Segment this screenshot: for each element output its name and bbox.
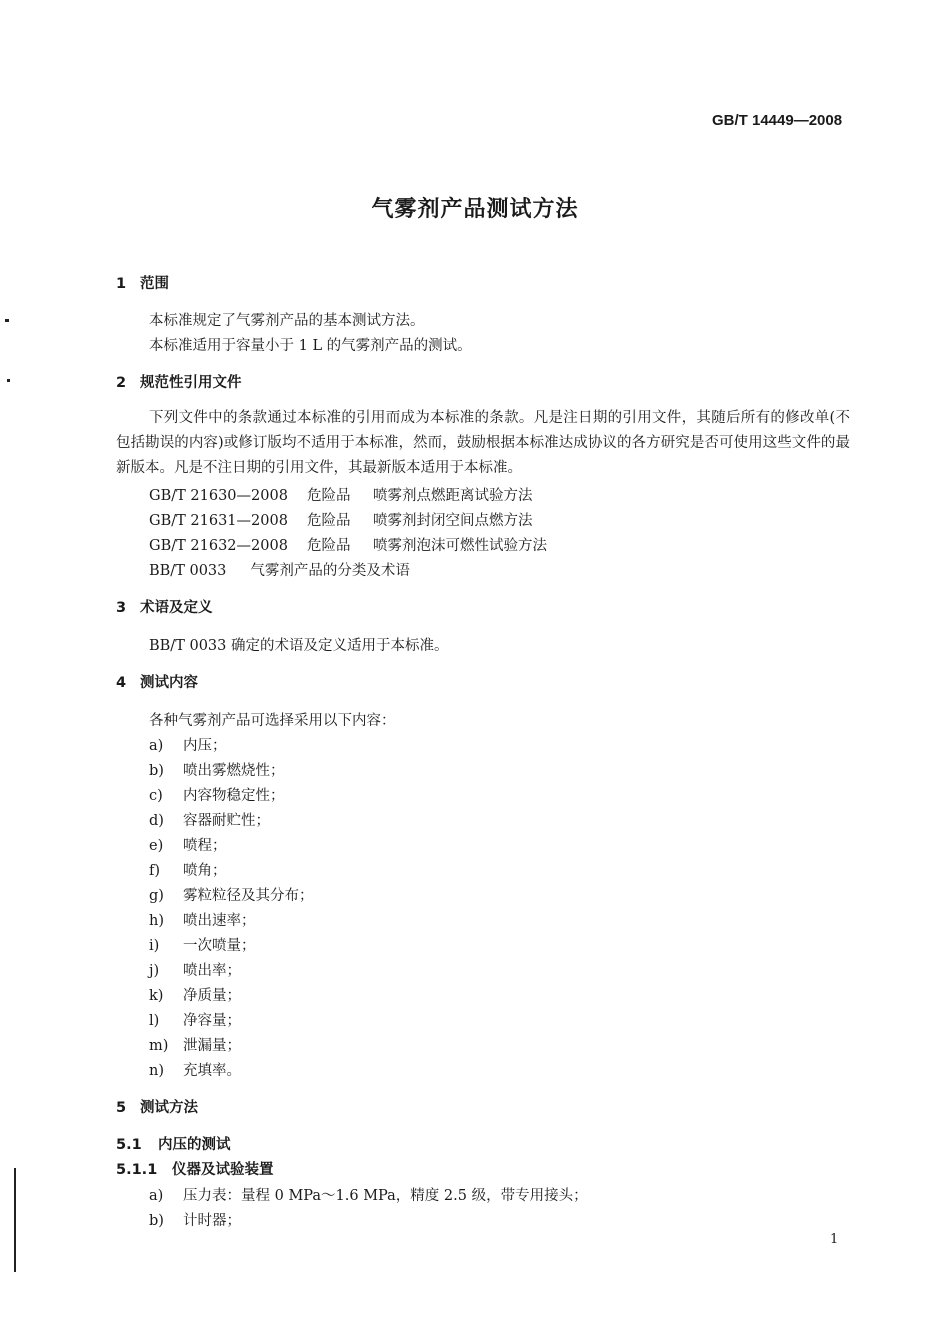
reference-title: 气雾剂产品的分类及术语	[250, 563, 410, 579]
list-item: l) 净容量；	[149, 1013, 241, 1029]
scan-line	[14, 1168, 16, 1272]
list-item: d) 容器耐贮性；	[149, 813, 270, 829]
section-title: 测试内容	[140, 675, 198, 691]
section-number: 1	[116, 276, 127, 292]
list-item: e) 喷程；	[149, 838, 227, 854]
section-3-heading	[116, 596, 213, 617]
section-number: 2	[116, 375, 127, 391]
reference-line	[149, 559, 410, 580]
section-2-heading	[116, 371, 242, 392]
list-item: k) 净质量；	[149, 988, 241, 1004]
section-number: 3	[116, 600, 127, 616]
standard-code: GB/T 14449—2008	[712, 112, 843, 129]
list-item: j) 喷出率；	[149, 963, 241, 979]
section-3-line: BB/T 0033 确定的术语及定义适用于本标准。	[149, 638, 449, 654]
list-item: a) 内压；	[149, 738, 227, 754]
section-5-heading	[116, 1096, 198, 1117]
section-number: 5	[116, 1100, 127, 1116]
section-number: 5.1.1	[116, 1162, 158, 1178]
list-item: h) 喷出速率；	[149, 913, 256, 929]
reference-code: BB/T 0033	[149, 563, 227, 579]
reference-title: 喷雾剂点燃距离试验方法	[373, 488, 533, 504]
scan-mark	[7, 379, 10, 382]
reference-category: 危险品	[307, 538, 351, 554]
list-item: f) 喷角；	[149, 863, 227, 879]
reference-title: 喷雾剂泡沫可燃性试验方法	[373, 538, 547, 554]
subsection-5-1-heading	[116, 1133, 231, 1154]
list-item: a) 压力表：量程 0 MPa～1.6 MPa，精度 2.5 级，带专用接头；	[149, 1188, 588, 1204]
list-item: m) 泄漏量；	[149, 1038, 241, 1054]
list-item: c) 内容物稳定性；	[149, 788, 285, 804]
section-title: 测试方法	[140, 1100, 198, 1116]
subsection-5-1-1-heading	[116, 1158, 274, 1179]
reference-category: 危险品	[307, 488, 351, 504]
section-number: 4	[116, 675, 127, 691]
list-item: b) 喷出雾燃烧性；	[149, 763, 285, 779]
document-title: 气雾剂产品测试方法	[371, 197, 579, 222]
list-item: g) 雾粒粒径及其分布；	[149, 888, 314, 904]
section-1-line: 本标准规定了气雾剂产品的基本测试方法。	[149, 313, 425, 329]
reference-title: 喷雾剂封闭空间点燃方法	[373, 513, 533, 529]
reference-line	[149, 484, 533, 505]
section-4-intro: 各种气雾剂产品可选择采用以下内容：	[149, 713, 396, 729]
scan-mark	[5, 319, 9, 322]
reference-line	[149, 509, 533, 530]
section-title: 内压的测试	[158, 1137, 231, 1153]
page-number: 1	[830, 1232, 839, 1247]
section-title: 规范性引用文件	[140, 375, 242, 391]
section-title: 仪器及试验装置	[172, 1162, 274, 1178]
section-title: 术语及定义	[140, 600, 213, 616]
reference-line	[149, 534, 547, 555]
list-item: n) 充填率。	[149, 1063, 241, 1079]
section-4-heading	[116, 671, 198, 692]
section-1-heading	[116, 272, 169, 293]
list-item: b) 计时器；	[149, 1213, 241, 1229]
section-number: 5.1	[116, 1137, 142, 1153]
reference-code: GB/T 21632—2008	[149, 538, 288, 554]
section-2-paragraph: 下列文件中的条款通过本标准的引用而成为本标准的条款。凡是注日期的引用文件，其随后所有的修改单(不包括勘误的内容)或修订版均不适用于本标准，然而，鼓励根据本标准达成协议的各方研究是否可使用这些文件的最新版本。凡是不注日期的引用文件，其最新版本适用于本标准。	[116, 410, 850, 476]
list-item: i) 一次喷量；	[149, 938, 256, 954]
section-title: 范围	[140, 276, 169, 292]
reference-code: GB/T 21630—2008	[149, 488, 288, 504]
reference-code: GB/T 21631—2008	[149, 513, 288, 529]
section-1-line: 本标准适用于容量小于 1 L 的气雾剂产品的测试。	[149, 338, 472, 354]
reference-category: 危险品	[307, 513, 351, 529]
